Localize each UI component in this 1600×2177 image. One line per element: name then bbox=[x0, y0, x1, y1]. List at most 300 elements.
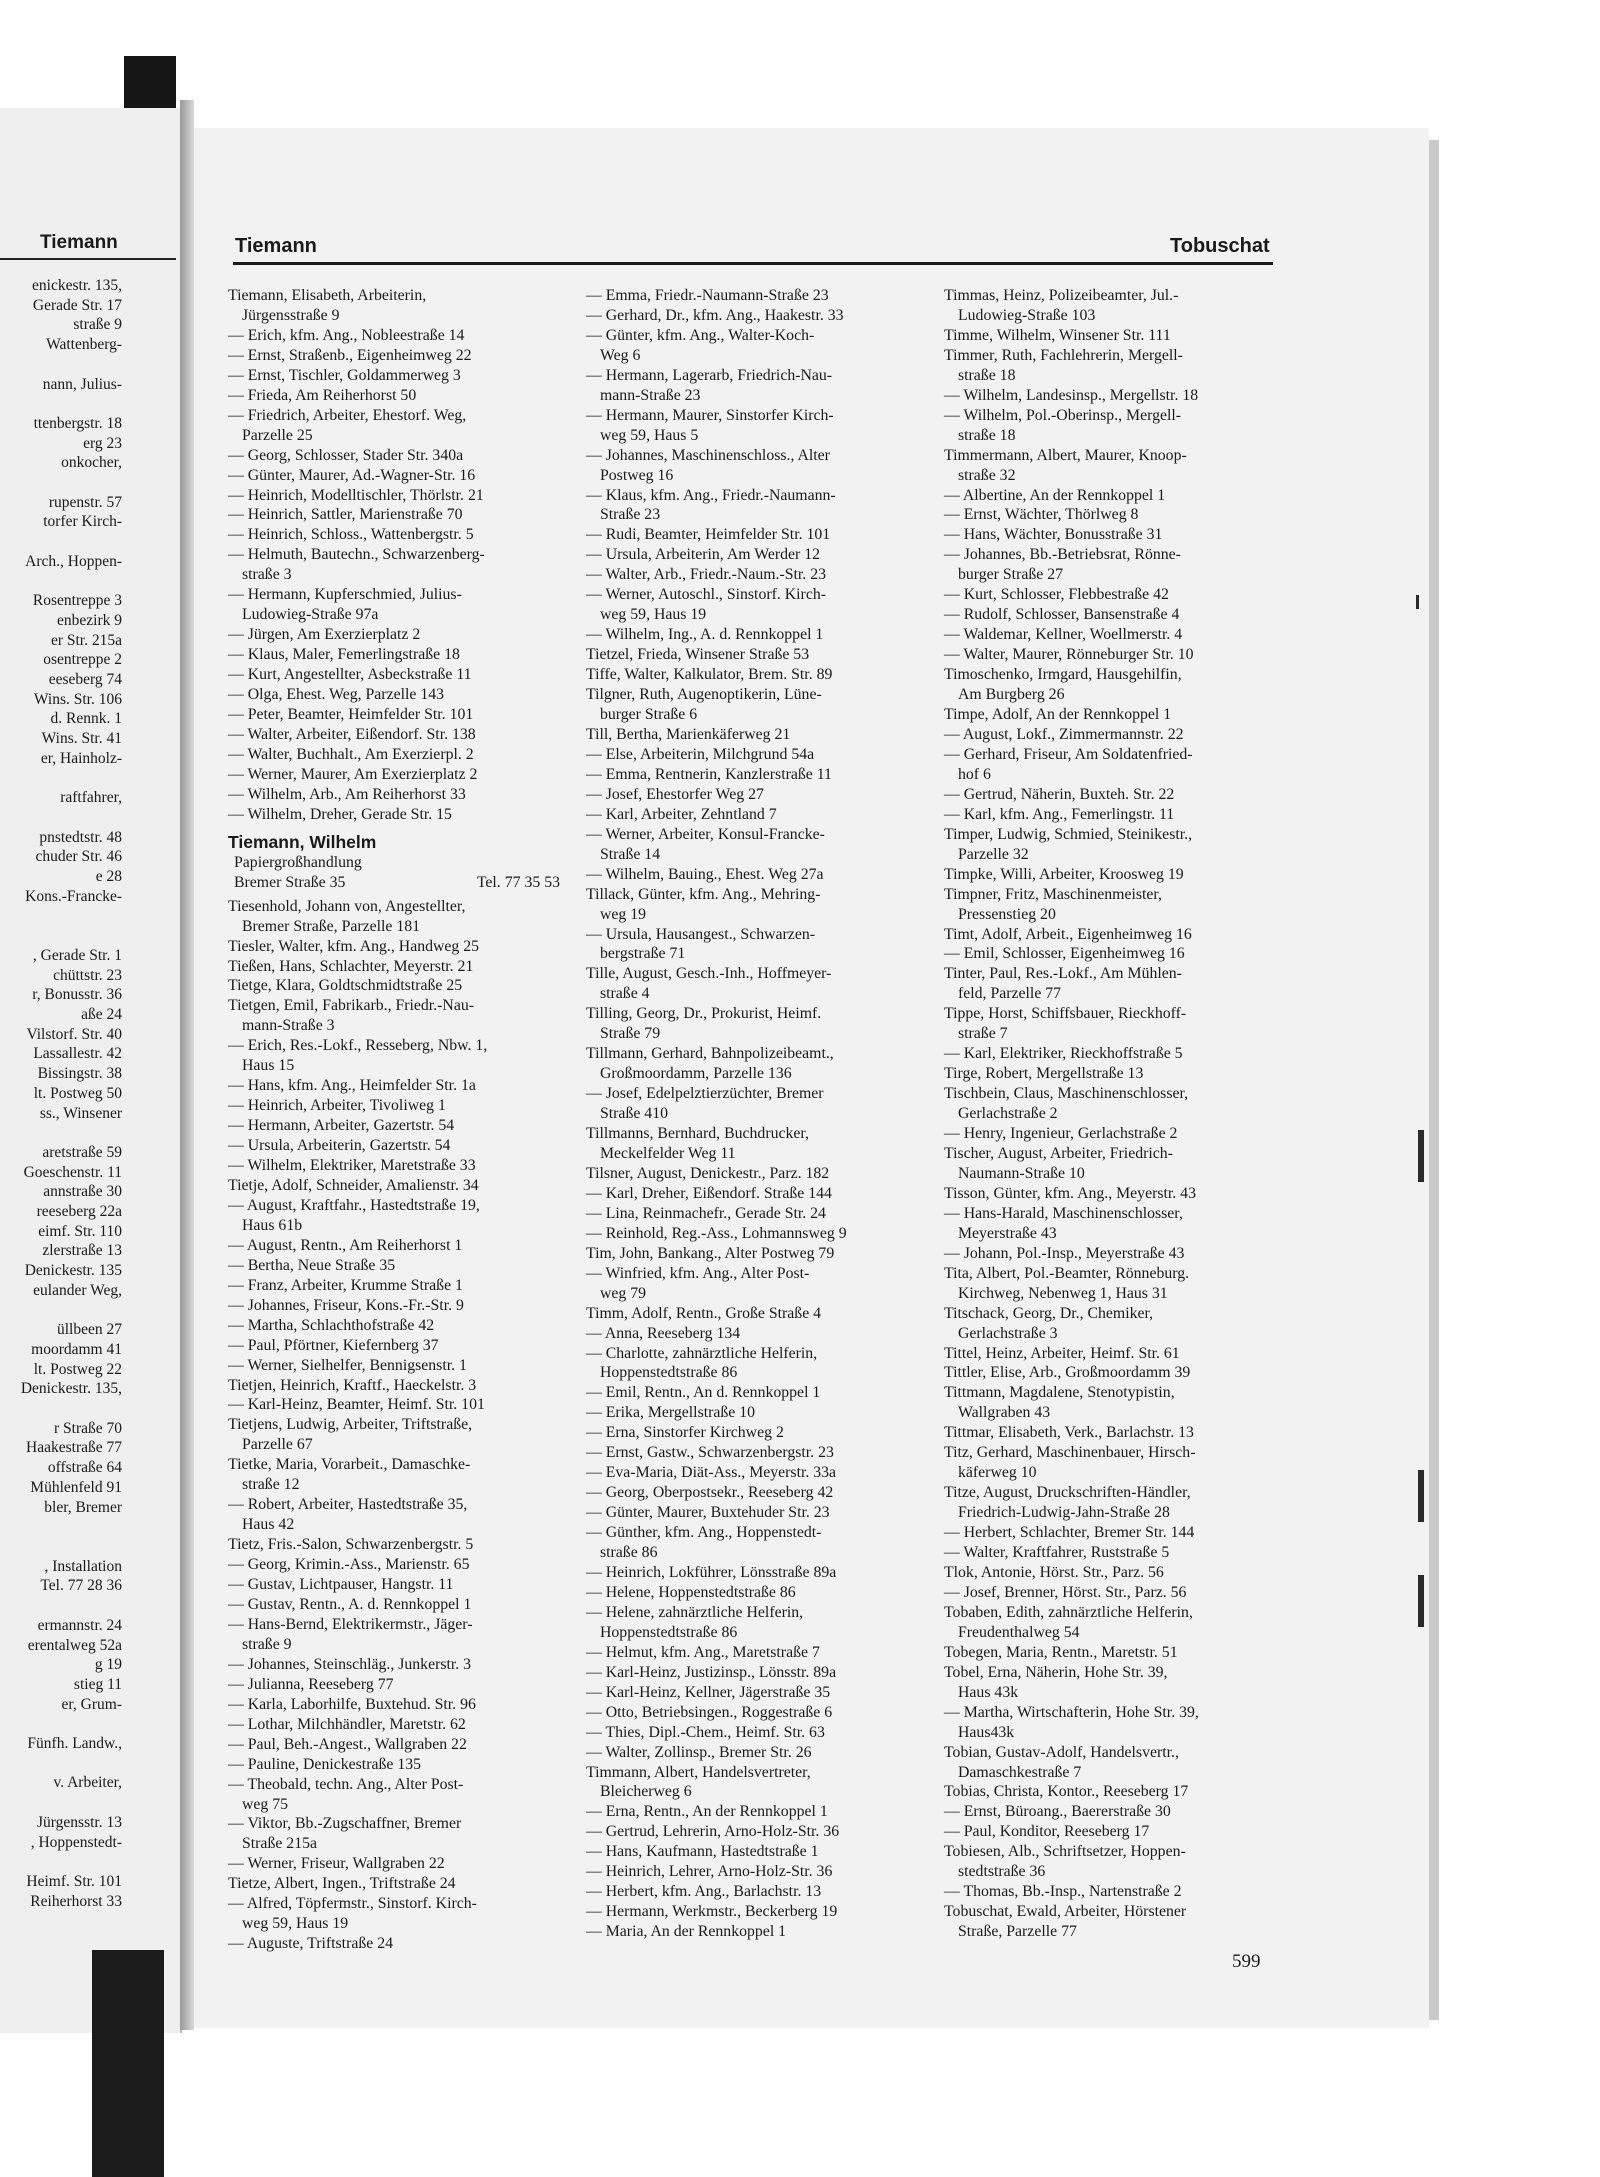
entry-continuation: Wallgraben 43 bbox=[958, 1404, 1051, 1422]
featured-entry-business: Papiergroßhandlung bbox=[234, 853, 362, 871]
left-page-line: Vilstorf. Str. 40 bbox=[26, 1025, 122, 1043]
entry-continuation: Bleicherweg 6 bbox=[600, 1783, 692, 1801]
entry-continuation: bergstraße 71 bbox=[600, 945, 686, 963]
directory-entry: — Paul, Pförtner, Kiefernberg 37 bbox=[228, 1336, 439, 1354]
directory-entry: Timmer, Ruth, Fachlehrerin, Mergell- bbox=[944, 346, 1183, 364]
left-page bbox=[0, 108, 182, 2033]
entry-continuation: weg 59, Haus 5 bbox=[600, 426, 699, 444]
directory-entry: — Johannes, Steinschläg., Junkerstr. 3 bbox=[228, 1655, 472, 1673]
directory-entry: Timoschenko, Irmgard, Hausgehilfin, bbox=[944, 666, 1182, 684]
directory-entry: — Emil, Rentn., An d. Rennkoppel 1 bbox=[586, 1384, 821, 1402]
directory-entry: Tobegen, Maria, Rentn., Maretstr. 51 bbox=[944, 1643, 1178, 1661]
directory-entry: — Robert, Arbeiter, Hastedtstraße 35, bbox=[228, 1496, 468, 1514]
directory-entry: Tilgner, Ruth, Augenoptikerin, Lüne- bbox=[586, 686, 822, 704]
directory-column-1 bbox=[228, 286, 566, 1954]
entry-continuation: Gerlachstraße 2 bbox=[958, 1105, 1058, 1123]
directory-entry: — Jürgen, Am Exerzierplatz 2 bbox=[228, 626, 421, 644]
directory-entry: — Heinrich, Modelltischler, Thörlstr. 21 bbox=[228, 486, 484, 504]
directory-entry: — Gerhard, Dr., kfm. Ang., Haakestr. 33 bbox=[586, 306, 844, 324]
directory-entry: Tilling, Georg, Dr., Prokurist, Heimf. bbox=[586, 1005, 822, 1023]
directory-entry: — Ernst, Straßenb., Eigenheimweg 22 bbox=[228, 346, 472, 364]
directory-entry: Tietze, Albert, Ingen., Triftstraße 24 bbox=[228, 1875, 456, 1893]
directory-entry: — Hans, Wächter, Bonusstraße 31 bbox=[944, 526, 1163, 544]
left-page-line bbox=[0, 473, 122, 493]
entry-continuation: Gerlachstraße 3 bbox=[958, 1324, 1058, 1342]
left-page-line: aße 24 bbox=[81, 1006, 122, 1024]
directory-entry: Tilsner, August, Denickestr., Parz. 182 bbox=[586, 1164, 830, 1182]
directory-entry: — Paul, Konditor, Reeseberg 17 bbox=[944, 1823, 1150, 1841]
directory-entry: — Gustav, Lichtpauser, Hangstr. 11 bbox=[228, 1576, 454, 1594]
directory-entry: — Otto, Betriebsingen., Roggestraße 6 bbox=[586, 1703, 833, 1721]
left-page-line: Lassallestr. 42 bbox=[33, 1045, 122, 1063]
directory-entry: Timm, Adolf, Rentn., Große Straße 4 bbox=[586, 1304, 822, 1322]
featured-entry-name: Tiemann, Wilhelm bbox=[228, 831, 377, 852]
directory-entry: — Friedrich, Arbeiter, Ehestorf. Weg, bbox=[228, 406, 467, 424]
directory-entry: — Hans-Harald, Maschinenschlosser, bbox=[944, 1204, 1183, 1222]
left-page-line bbox=[0, 532, 122, 552]
entry-continuation: Haus 42 bbox=[242, 1516, 295, 1534]
left-page-line: r Straße 70 bbox=[53, 1419, 122, 1437]
directory-entry: Tietge, Klara, Goldtschmidtstraße 25 bbox=[228, 977, 463, 995]
left-page-line bbox=[0, 1123, 122, 1143]
directory-entry: — Karl-Heinz, Justizinsp., Lönsstr. 89a bbox=[586, 1663, 837, 1681]
directory-entry: — Auguste, Triftstraße 24 bbox=[228, 1935, 393, 1953]
scan-mark bbox=[1418, 1470, 1424, 1522]
directory-entry: Tietzel, Frieda, Winsener Straße 53 bbox=[586, 646, 810, 664]
left-page-line: e 28 bbox=[95, 868, 122, 886]
entry-continuation: straße 9 bbox=[242, 1635, 292, 1653]
directory-entry: Timmas, Heinz, Polizeibeamter, Jul.- bbox=[944, 287, 1179, 304]
directory-entry: — Charlotte, zahnärztliche Helferin, bbox=[586, 1344, 818, 1362]
left-page-line: Denickestr. 135, bbox=[20, 1380, 122, 1398]
entry-continuation: Meckelfelder Weg 11 bbox=[600, 1144, 736, 1162]
directory-entry: — Pauline, Denickestraße 135 bbox=[228, 1755, 422, 1773]
directory-entry: — Ernst, Gastw., Schwarzenbergstr. 23 bbox=[586, 1444, 834, 1462]
directory-entry: — Emma, Rentnerin, Kanzlerstraße 11 bbox=[586, 765, 832, 783]
entry-continuation: Parzelle 67 bbox=[242, 1436, 313, 1454]
entry-continuation: weg 79 bbox=[600, 1284, 647, 1302]
directory-entry: Timme, Wilhelm, Winsener Str. 111 bbox=[944, 326, 1171, 344]
directory-entry: Tittler, Elise, Arb., Großmoordamm 39 bbox=[944, 1364, 1191, 1382]
left-page-line: ss., Winsener bbox=[39, 1104, 122, 1122]
left-page-line: Jürgensstr. 13 bbox=[37, 1813, 122, 1831]
directory-entry: — Werner, Arbeiter, Konsul-Francke- bbox=[586, 825, 825, 843]
left-page-line bbox=[0, 1537, 122, 1557]
entry-continuation: straße 86 bbox=[600, 1544, 658, 1562]
left-page-line: aretstraße 59 bbox=[42, 1143, 122, 1161]
left-page-line: offstraße 64 bbox=[47, 1459, 122, 1477]
directory-entry: Tietke, Maria, Vorarbeit., Damaschke- bbox=[228, 1456, 471, 1474]
left-page-line: osentreppe 2 bbox=[43, 651, 122, 669]
directory-entry: — Julianna, Reeseberg 77 bbox=[228, 1675, 394, 1693]
directory-entry: — Peter, Beamter, Heimfelder Str. 101 bbox=[228, 706, 474, 724]
entry-continuation: weg 75 bbox=[242, 1795, 289, 1813]
left-page-line: onkocher, bbox=[61, 454, 122, 472]
directory-entry: Tiffe, Walter, Kalkulator, Brem. Str. 89 bbox=[586, 666, 833, 684]
directory-entry: — Maria, An der Rennkoppel 1 bbox=[586, 1923, 787, 1941]
directory-entry: Tiesenhold, Johann von, Angestellter, bbox=[228, 897, 466, 915]
directory-entry: Tietjen, Heinrich, Kraftf., Haeckelstr. 3 bbox=[228, 1376, 477, 1394]
directory-entry: — Walter, Buchhalt., Am Exerzierpl. 2 bbox=[228, 745, 474, 763]
entry-continuation: Parzelle 25 bbox=[242, 426, 313, 444]
running-head-right: Tobuschat bbox=[1170, 235, 1270, 257]
directory-entry: Timpe, Adolf, An der Rennkoppel 1 bbox=[944, 706, 1172, 724]
directory-entry: — Helmut, kfm. Ang., Maretstraße 7 bbox=[586, 1643, 820, 1661]
directory-entry: — Bertha, Neue Straße 35 bbox=[228, 1256, 396, 1274]
directory-entry: — Helene, Hoppenstedtstraße 86 bbox=[586, 1583, 796, 1601]
directory-entry: — Anna, Reeseberg 134 bbox=[586, 1324, 741, 1342]
directory-entry: Tobuschat, Ewald, Arbeiter, Hörstener bbox=[944, 1903, 1187, 1921]
left-page-header: Tiemann bbox=[40, 232, 118, 253]
scan-mark bbox=[1418, 1575, 1424, 1627]
left-page-line: enbezirk 9 bbox=[57, 611, 122, 629]
directory-entry: — Lothar, Milchhändler, Maretstr. 62 bbox=[228, 1715, 466, 1733]
left-page-line: raftfahrer, bbox=[60, 789, 122, 807]
directory-entry: — Helene, zahnärztliche Helferin, bbox=[586, 1603, 804, 1621]
left-page-line bbox=[0, 355, 122, 375]
directory-entry: — Franz, Arbeiter, Krumme Straße 1 bbox=[228, 1276, 463, 1294]
directory-entry: — Wilhelm, Bauing., Ehest. Weg 27a bbox=[586, 865, 824, 883]
left-page-line: zlerstraße 13 bbox=[42, 1242, 122, 1260]
directory-entry: — Hermann, Lagerarb, Friedrich-Nau- bbox=[586, 366, 833, 384]
entry-continuation: käferweg 10 bbox=[958, 1464, 1037, 1482]
directory-entry: — Henry, Ingenieur, Gerlachstraße 2 bbox=[944, 1125, 1178, 1143]
left-page-line: eimf. Str. 110 bbox=[38, 1222, 122, 1240]
left-page-line: lt. Postweg 22 bbox=[33, 1360, 122, 1378]
entry-continuation: Damaschkestraße 7 bbox=[958, 1763, 1082, 1781]
left-header-rule bbox=[0, 258, 176, 260]
entry-continuation: Parzelle 32 bbox=[958, 845, 1029, 863]
directory-column-3 bbox=[944, 286, 1274, 1942]
entry-continuation: Haus43k bbox=[958, 1723, 1015, 1741]
entry-continuation: Hoppenstedtstraße 86 bbox=[600, 1364, 738, 1382]
directory-entry: Timt, Adolf, Arbeit., Eigenheimweg 16 bbox=[944, 925, 1192, 943]
directory-entry: Tietje, Adolf, Schneider, Amalienstr. 34 bbox=[228, 1176, 479, 1194]
directory-entry: Tim, John, Bankang., Alter Postweg 79 bbox=[586, 1244, 835, 1262]
left-page-line: annstraße 30 bbox=[43, 1183, 122, 1201]
header-rule bbox=[233, 262, 1273, 265]
directory-entry: — Reinhold, Reg.-Ass., Lohmannsweg 9 bbox=[586, 1224, 847, 1242]
entry-continuation: Hoppenstedtstraße 86 bbox=[600, 1623, 738, 1641]
directory-entry: — Wilhelm, Ing., A. d. Rennkoppel 1 bbox=[586, 626, 824, 644]
directory-entry: — Werner, Friseur, Wallgraben 22 bbox=[228, 1855, 445, 1873]
directory-entry: — Else, Arbeiterin, Milchgrund 54a bbox=[586, 745, 815, 763]
directory-entry: — Ernst, Wächter, Thörlweg 8 bbox=[944, 506, 1139, 524]
directory-entry: Tießen, Hans, Schlachter, Meyerstr. 21 bbox=[228, 957, 474, 975]
directory-entry: — Ursula, Hausangest., Schwarzen- bbox=[586, 925, 815, 943]
left-page-line bbox=[0, 394, 122, 414]
entry-continuation: weg 59, Haus 19 bbox=[242, 1915, 349, 1933]
left-page-line: eeseberg 74 bbox=[48, 671, 122, 689]
entry-continuation: Jürgensstraße 9 bbox=[242, 306, 340, 324]
directory-entry: — Heinrich, Sattler, Marienstraße 70 bbox=[228, 506, 463, 524]
page-number: 599 bbox=[1232, 1951, 1261, 1972]
entry-continuation: Straße 215a bbox=[242, 1835, 318, 1853]
entry-continuation: straße 7 bbox=[958, 1025, 1008, 1043]
entry-continuation: straße 32 bbox=[958, 466, 1016, 484]
directory-entry: — Frieda, Am Reiherhorst 50 bbox=[228, 386, 417, 404]
directory-entry: — Georg, Schlosser, Stader Str. 340a bbox=[228, 446, 464, 464]
left-page-line bbox=[0, 1399, 122, 1419]
directory-entry: — Kurt, Angestellter, Asbeckstraße 11 bbox=[228, 666, 472, 684]
entry-continuation: mann-Straße 23 bbox=[600, 386, 701, 404]
directory-entry: Tippe, Horst, Schiffsbauer, Rieckhoff- bbox=[944, 1005, 1187, 1023]
left-page-line bbox=[0, 1714, 122, 1734]
entry-continuation: Weg 6 bbox=[600, 346, 641, 364]
directory-entry: Tirge, Robert, Mergellstraße 13 bbox=[944, 1065, 1144, 1083]
left-page-line bbox=[0, 926, 122, 946]
page-gutter bbox=[180, 100, 194, 2030]
entry-continuation: Haus 43k bbox=[958, 1683, 1019, 1701]
directory-entry: — Karl-Heinz, Beamter, Heimf. Str. 101 bbox=[228, 1396, 485, 1414]
directory-entry: Tlok, Antonie, Hörst. Str., Parz. 56 bbox=[944, 1564, 1164, 1581]
directory-column-2 bbox=[586, 286, 926, 1942]
directory-entry: Tobaben, Edith, zahnärztliche Helferin, bbox=[944, 1603, 1193, 1621]
directory-entry: — Hans, kfm. Ang., Heimfelder Str. 1a bbox=[228, 1077, 476, 1095]
entry-continuation: straße 18 bbox=[958, 366, 1016, 384]
directory-entry: — Wilhelm, Landesinsp., Mergellstr. 18 bbox=[944, 386, 1199, 404]
entry-continuation: feld, Parzelle 77 bbox=[958, 985, 1062, 1003]
directory-entry: — Olga, Ehest. Weg, Parzelle 143 bbox=[228, 686, 445, 704]
left-page-line: Wins. Str. 41 bbox=[41, 730, 122, 748]
directory-entry: — Martha, Wirtschafterin, Hohe Str. 39, bbox=[944, 1703, 1199, 1721]
left-page-line: straße 9 bbox=[73, 316, 122, 334]
directory-entry: — Johannes, Bb.-Betriebsrat, Rönne- bbox=[944, 546, 1181, 564]
directory-entry: — Hermann, Werkmstr., Beckerberg 19 bbox=[586, 1903, 838, 1921]
directory-entry: — Johann, Pol.-Insp., Meyerstraße 43 bbox=[944, 1244, 1185, 1262]
entry-continuation: Ludowieg-Straße 97a bbox=[242, 606, 379, 624]
directory-entry: — Paul, Beh.-Angest., Wallgraben 22 bbox=[228, 1735, 467, 1753]
scan-mark bbox=[1416, 595, 1419, 609]
directory-entry: Titz, Gerhard, Maschinenbauer, Hirsch- bbox=[944, 1444, 1196, 1462]
directory-entry: — Emil, Schlosser, Eigenheimweg 16 bbox=[944, 945, 1185, 963]
page-edge bbox=[1429, 140, 1439, 2020]
entry-continuation: burger Straße 27 bbox=[958, 566, 1063, 584]
directory-entry: — Winfried, kfm. Ang., Alter Post- bbox=[586, 1264, 810, 1282]
entry-continuation: straße 12 bbox=[242, 1476, 300, 1494]
entry-continuation: straße 18 bbox=[958, 426, 1016, 444]
featured-entry-address: Bremer Straße 35 bbox=[234, 873, 346, 891]
directory-entry: — Johannes, Maschinenschloss., Alter bbox=[586, 446, 830, 464]
featured-entry-contact bbox=[228, 873, 560, 893]
entry-continuation: Postweg 16 bbox=[600, 466, 674, 484]
directory-entry: — Alfred, Töpfermstr., Sinstorf. Kirch- bbox=[228, 1895, 477, 1913]
directory-entry: — Hermann, Maurer, Sinstorfer Kirch- bbox=[586, 406, 834, 424]
left-page-line: v. Arbeiter, bbox=[53, 1774, 122, 1792]
directory-entry: Tietz, Fris.-Salon, Schwarzenbergstr. 5 bbox=[228, 1536, 474, 1554]
directory-entry: — Georg, Oberpostsekr., Reeseberg 42 bbox=[586, 1484, 834, 1502]
directory-entry: Till, Bertha, Marienkäferweg 21 bbox=[586, 725, 791, 743]
left-page-line: pnstedtstr. 48 bbox=[39, 828, 122, 846]
entry-continuation: weg 19 bbox=[600, 905, 647, 923]
directory-entry: — Emma, Friedr.-Naumann-Straße 23 bbox=[586, 287, 829, 304]
directory-entry: — Erna, Sinstorfer Kirchweg 2 bbox=[586, 1424, 784, 1442]
directory-entry: — August, Rentn., Am Reiherhorst 1 bbox=[228, 1236, 463, 1254]
directory-entry: — Thies, Dipl.-Chem., Heimf. Str. 63 bbox=[586, 1723, 825, 1741]
left-page-line bbox=[0, 808, 122, 828]
directory-entry: — Günter, Maurer, Ad.-Wagner-Str. 16 bbox=[228, 466, 476, 484]
entry-continuation: mann-Straße 3 bbox=[242, 1017, 335, 1035]
directory-entry: — Rudolf, Schlosser, Bansenstraße 4 bbox=[944, 606, 1180, 624]
directory-entry: Tietgen, Emil, Fabrikarb., Friedr.-Nau- bbox=[228, 997, 474, 1015]
directory-entry: — Werner, Sielhelfer, Bennigsenstr. 1 bbox=[228, 1356, 467, 1374]
directory-entry: — Klaus, Maler, Femerlingstraße 18 bbox=[228, 646, 460, 664]
left-page-line bbox=[0, 1793, 122, 1813]
left-page-line: üllbeen 27 bbox=[57, 1321, 122, 1339]
left-page-line: Wins. Str. 106 bbox=[33, 690, 122, 708]
entry-continuation: Am Burgberg 26 bbox=[958, 686, 1065, 704]
directory-entry: — Walter, Arbeiter, Eißendorf. Str. 138 bbox=[228, 725, 476, 743]
directory-entry: Tobian, Gustav-Adolf, Handelsvertr., bbox=[944, 1743, 1179, 1761]
directory-entry: — Wilhelm, Elektriker, Maretstraße 33 bbox=[228, 1157, 476, 1175]
directory-entry: Timpke, Willi, Arbeiter, Kroosweg 19 bbox=[944, 865, 1184, 883]
entry-continuation: Kirchweg, Nebenweg 1, Haus 31 bbox=[958, 1284, 1168, 1302]
left-page-text bbox=[0, 276, 122, 1911]
left-page-line: Denickestr. 135 bbox=[24, 1262, 122, 1280]
left-page-line: r, Bonusstr. 36 bbox=[32, 986, 122, 1004]
left-page-line bbox=[0, 769, 122, 789]
entry-continuation: weg 59, Haus 19 bbox=[600, 606, 707, 624]
entry-continuation: Ludowieg-Straße 103 bbox=[958, 306, 1096, 324]
directory-entry: — Kurt, Schlosser, Flebbestraße 42 bbox=[944, 586, 1169, 604]
left-page-line: Fünfh. Landw., bbox=[27, 1735, 122, 1753]
directory-entry: — Josef, Edelpelztierzüchter, Bremer bbox=[586, 1085, 824, 1103]
directory-entry: — Thomas, Bb.-Insp., Nartenstraße 2 bbox=[944, 1883, 1182, 1901]
left-page-line: lt. Postweg 50 bbox=[33, 1084, 122, 1102]
directory-entry: — Heinrich, Lokführer, Lönsstraße 89a bbox=[586, 1564, 837, 1581]
directory-entry: — Günter, kfm. Ang., Walter-Koch- bbox=[586, 326, 815, 344]
directory-entry: — Walter, Maurer, Rönneburger Str. 10 bbox=[944, 646, 1194, 664]
directory-entry: — Karl-Heinz, Kellner, Jägerstraße 35 bbox=[586, 1683, 831, 1701]
left-page-line: g 19 bbox=[94, 1656, 122, 1674]
entry-continuation: hof 6 bbox=[958, 765, 991, 783]
left-page-line: rupenstr. 57 bbox=[48, 493, 122, 511]
left-page-line: ermannstr. 24 bbox=[37, 1616, 122, 1634]
directory-entry: — Walter, Arb., Friedr.-Naum.-Str. 23 bbox=[586, 566, 826, 584]
directory-entry: Timper, Ludwig, Schmied, Steinikestr., bbox=[944, 825, 1193, 843]
left-page-line: reeseberg 22a bbox=[36, 1203, 122, 1221]
directory-entry: Tillack, Günter, kfm. Ang., Mehring- bbox=[586, 885, 821, 903]
scan-mark bbox=[1418, 1130, 1424, 1182]
directory-entry: — Gertrud, Lehrerin, Arno-Holz-Str. 36 bbox=[586, 1823, 840, 1841]
directory-entry: — Erich, kfm. Ang., Nobleestraße 14 bbox=[228, 326, 465, 344]
directory-entry: — Karl, Dreher, Eißendorf. Straße 144 bbox=[586, 1184, 832, 1202]
directory-entry: Tittmar, Elisabeth, Verk., Barlachstr. 13 bbox=[944, 1424, 1194, 1442]
directory-entry: Tillmann, Gerhard, Bahnpolizeibeamt., bbox=[586, 1045, 834, 1063]
entry-continuation: Straße 14 bbox=[600, 845, 661, 863]
directory-entry: — Wilhelm, Arb., Am Reiherhorst 33 bbox=[228, 785, 466, 803]
left-page-line: d. Rennk. 1 bbox=[50, 710, 122, 728]
left-page-line: , Hoppenstedt- bbox=[30, 1833, 122, 1851]
directory-entry: — Eva-Maria, Diät-Ass., Meyerstr. 33a bbox=[586, 1464, 837, 1482]
directory-entry: — Ursula, Arbeiterin, Gazertstr. 54 bbox=[228, 1137, 451, 1155]
entry-continuation: Pressenstieg 20 bbox=[958, 905, 1056, 923]
directory-entry: — Wilhelm, Pol.-Oberinsp., Mergell- bbox=[944, 406, 1182, 424]
directory-entry: — Karl, Elektriker, Rieckhoffstraße 5 bbox=[944, 1045, 1183, 1063]
directory-entry: Tinter, Paul, Res.-Lokf., Am Mühlen- bbox=[944, 965, 1182, 983]
directory-entry: Tischbein, Claus, Maschinenschlosser, bbox=[944, 1085, 1189, 1103]
running-head-left: Tiemann bbox=[235, 235, 317, 257]
directory-entry: Tittel, Heinz, Arbeiter, Heimf. Str. 61 bbox=[944, 1344, 1180, 1362]
directory-entry: — Werner, Autoschl., Sinstorf. Kirch- bbox=[586, 586, 826, 604]
directory-entry: — Ernst, Büroang., Baererstraße 30 bbox=[944, 1803, 1171, 1821]
left-page-line bbox=[0, 572, 122, 592]
directory-entry: Tiemann, Elisabeth, Arbeiterin, bbox=[228, 287, 427, 304]
directory-entry: — Gertrud, Näherin, Buxteh. Str. 22 bbox=[944, 785, 1175, 803]
directory-entry: — Martha, Schlachthofstraße 42 bbox=[228, 1316, 435, 1334]
directory-entry: — Ursula, Arbeiterin, Am Werder 12 bbox=[586, 546, 821, 564]
left-page-line: bler, Bremer bbox=[44, 1498, 122, 1516]
left-page-line: Mühlenfeld 91 bbox=[30, 1478, 122, 1496]
directory-entry: — Erich, Res.-Lokf., Resseberg, Nbw. 1, bbox=[228, 1037, 488, 1055]
directory-entry: — Ernst, Tischler, Goldammerweg 3 bbox=[228, 366, 461, 384]
left-page-line bbox=[0, 1517, 122, 1537]
directory-entry: — Hermann, Arbeiter, Gazertstr. 54 bbox=[228, 1117, 455, 1135]
directory-entry: — Klaus, kfm. Ang., Friedr.-Naumann- bbox=[586, 486, 836, 504]
directory-entry: — Herbert, kfm. Ang., Barlachstr. 13 bbox=[586, 1883, 822, 1901]
entry-continuation: Großmoordamm, Parzelle 136 bbox=[600, 1065, 792, 1083]
directory-entry: Timpner, Fritz, Maschinenmeister, bbox=[944, 885, 1162, 903]
directory-entry: — Heinrich, Schloss., Wattenbergstr. 5 bbox=[228, 526, 474, 544]
directory-entry: Tischer, August, Arbeiter, Friedrich- bbox=[944, 1144, 1173, 1162]
left-page-line: erg 23 bbox=[83, 434, 122, 452]
directory-entry: — Josef, Ehestorfer Weg 27 bbox=[586, 785, 764, 803]
left-page-line: Rosentreppe 3 bbox=[32, 592, 122, 610]
left-page-line: Kons.-Francke- bbox=[25, 887, 122, 905]
left-page-line: er, Grum- bbox=[61, 1695, 122, 1713]
directory-entry: — Karla, Laborhilfe, Buxtehud. Str. 96 bbox=[228, 1695, 476, 1713]
directory-entry: Tobias, Christa, Kontor., Reeseberg 17 bbox=[944, 1783, 1189, 1801]
directory-entry: — Karl, Arbeiter, Zehntland 7 bbox=[586, 805, 777, 823]
left-page-line: Wattenberg- bbox=[46, 336, 122, 354]
left-page-line: Tel. 77 28 36 bbox=[40, 1577, 122, 1595]
directory-entry: — Josef, Brenner, Hörst. Str., Parz. 56 bbox=[944, 1583, 1187, 1601]
entry-continuation: Naumann-Straße 10 bbox=[958, 1164, 1085, 1182]
entry-continuation: straße 4 bbox=[600, 985, 650, 1003]
directory-entry: Tisson, Günter, kfm. Ang., Meyerstr. 43 bbox=[944, 1184, 1196, 1202]
entry-continuation: stedtstraße 36 bbox=[958, 1863, 1046, 1881]
entry-continuation: Haus 15 bbox=[242, 1057, 295, 1075]
left-page-line: Heimf. Str. 101 bbox=[26, 1872, 122, 1890]
entry-continuation: burger Straße 6 bbox=[600, 706, 698, 724]
directory-entry: — Theobald, techn. Ang., Alter Post- bbox=[228, 1775, 464, 1793]
directory-entry: — Lina, Reinmachefr., Gerade Str. 24 bbox=[586, 1204, 826, 1222]
left-page-line: Goeschenstr. 11 bbox=[23, 1163, 122, 1181]
entry-continuation: straße 3 bbox=[242, 566, 292, 584]
directory-entry: — Georg, Krimin.-Ass., Marienstr. 65 bbox=[228, 1556, 470, 1574]
left-page-line bbox=[0, 1596, 122, 1616]
directory-entry: Tobel, Erna, Näherin, Hohe Str. 39, bbox=[944, 1663, 1168, 1681]
directory-entry: — Waldemar, Kellner, Woellmerstr. 4 bbox=[944, 626, 1183, 644]
left-page-line: , Gerade Str. 1 bbox=[32, 946, 122, 964]
directory-entry: Timmann, Albert, Handelsvertreter, bbox=[586, 1763, 811, 1781]
left-page-line: moordamm 41 bbox=[31, 1340, 122, 1358]
directory-entry: Titze, August, Druckschriften-Händler, bbox=[944, 1484, 1191, 1502]
left-page-line: Haakestraße 77 bbox=[26, 1439, 122, 1457]
entry-continuation: Straße 23 bbox=[600, 506, 661, 524]
entry-continuation: Bremer Straße, Parzelle 181 bbox=[242, 917, 421, 935]
directory-entry: — Karl, kfm. Ang., Femerlingstr. 11 bbox=[944, 805, 1175, 823]
directory-entry: — Hermann, Kupferschmied, Julius- bbox=[228, 586, 462, 604]
directory-entry: — Hans-Bernd, Elektrikermstr., Jäger- bbox=[228, 1615, 473, 1633]
left-page-line: er, Hainholz- bbox=[40, 749, 122, 767]
left-page-line: erentalweg 52a bbox=[27, 1636, 122, 1654]
directory-entry: Tobiesen, Alb., Schriftsetzer, Hoppen- bbox=[944, 1843, 1186, 1861]
directory-entry: Titschack, Georg, Dr., Chemiker, bbox=[944, 1304, 1154, 1322]
left-page-line: torfer Kirch- bbox=[43, 513, 122, 531]
directory-entry: Timmermann, Albert, Maurer, Knoop- bbox=[944, 446, 1187, 464]
left-page-line: nann, Julius- bbox=[42, 375, 122, 393]
